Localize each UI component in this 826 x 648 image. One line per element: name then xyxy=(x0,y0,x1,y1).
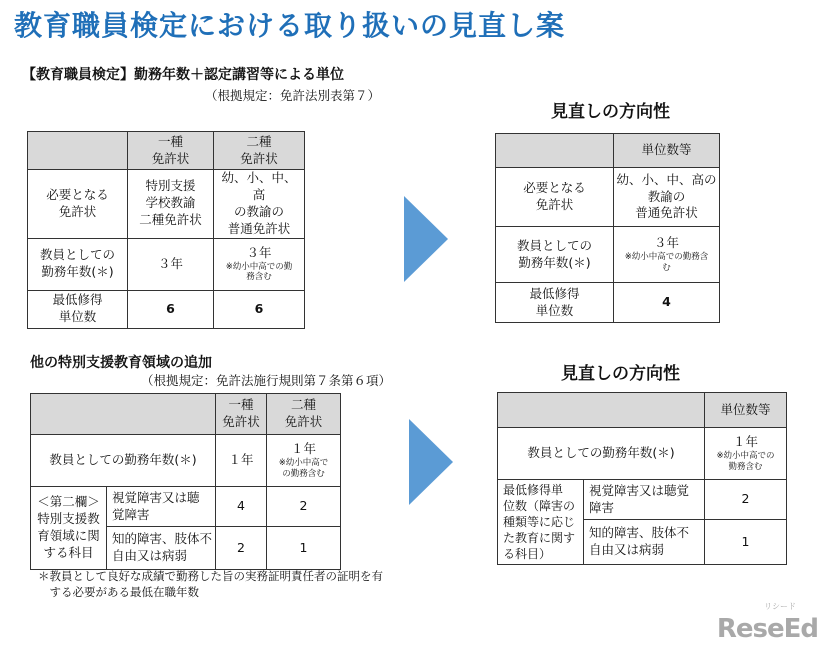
page-title: 教育職員検定における取り扱いの見直し案 xyxy=(14,9,566,42)
table-current-qualification xyxy=(27,131,305,329)
table-header-type2: 二種 免許状 xyxy=(214,132,305,170)
group-label: 最低修得単 位数（障害の 種類等に応じ た教育に関す る科目） xyxy=(498,480,584,565)
row-label: 必要となる 免許状 xyxy=(28,170,128,239)
row-label: 知的障害、肢体不 自由又は病弱 xyxy=(107,527,216,570)
cell-value: １年 xyxy=(216,435,267,487)
cell-value: ３年 xyxy=(128,238,214,290)
cell-value: ３年 ※幼小中高での勤務含 む xyxy=(614,227,720,283)
table-row xyxy=(28,290,305,328)
logo-ruby: リシード xyxy=(764,602,796,611)
cell-value: 2 xyxy=(705,480,787,520)
row-label: 教員としての 勤務年数(＊) xyxy=(496,227,614,283)
row-label: 教員としての勤務年数(＊) xyxy=(498,428,705,480)
row-label: 視覚障害又は聴 覚障害 xyxy=(107,487,216,527)
cell-value: 6 xyxy=(214,290,305,328)
cell-value: １年 ※幼小中高での 勤務含む xyxy=(705,428,787,480)
logo: ReseEd xyxy=(716,614,818,644)
cell-value: 2 xyxy=(216,527,267,570)
cell-value: 2 xyxy=(267,487,341,527)
table-header-blank xyxy=(496,134,614,168)
cell-value: 幼、小、中、高の 教諭の 普通免許状 xyxy=(614,168,720,227)
row-label: 最低修得 単位数 xyxy=(496,283,614,323)
table-header-type1: 一種 免許状 xyxy=(216,394,267,435)
table-row xyxy=(496,227,720,283)
right-arrow-icon xyxy=(404,196,448,282)
table-row xyxy=(496,168,720,227)
table-header-blank xyxy=(498,393,705,428)
row-label: 教員としての 勤務年数(＊) xyxy=(28,238,128,290)
cell-value: １年 ※幼小中高で の勤務含む xyxy=(267,435,341,487)
row-label: 最低修得 単位数 xyxy=(28,290,128,328)
cell-value: 6 xyxy=(128,290,214,328)
section2-basis: （根拠規定：免許法施行規則第７条第６項） xyxy=(141,373,392,388)
table-row xyxy=(498,428,787,480)
direction1-heading: 見直しの方向性 xyxy=(551,102,670,122)
table-header-type1: 一種 免許状 xyxy=(128,132,214,170)
section2-heading: 他の特別支援教育領域の追加 xyxy=(30,355,212,371)
row-label: 視覚障害又は聴覚 障害 xyxy=(584,480,705,520)
row-label: 知的障害、肢体不 自由又は病弱 xyxy=(584,520,705,565)
section1-basis: （根拠規定：免許法別表第７） xyxy=(205,88,381,103)
section1-heading: 【教育職員検定】勤務年数＋認定講習等による単位 xyxy=(22,67,344,83)
cell-value: 4 xyxy=(614,283,720,323)
table-row xyxy=(31,487,341,527)
table-current-special-support xyxy=(30,393,341,570)
cell-note: ※幼小中高での 勤務含む xyxy=(716,451,775,472)
cell-note: ※幼小中高での勤 務含む xyxy=(225,261,293,283)
footnote: ＊教員として良好な成績で勤務した旨の実務証明責任者の証明を有 する必要がある最低在職年数 xyxy=(38,569,383,600)
cell-value: 特別支援 学校教諭 二種免許状 xyxy=(128,170,214,239)
cell-value: ３年 ※幼小中高での勤 務含む xyxy=(214,238,305,290)
cell-value: 1 xyxy=(267,527,341,570)
table-row xyxy=(498,480,787,520)
table-header-units: 単位数等 xyxy=(614,134,720,168)
row-label: 教員としての勤務年数(＊) xyxy=(31,435,216,487)
direction2-heading: 見直しの方向性 xyxy=(561,364,680,384)
group-label: ＜第二欄＞ 特別支援教 育領域に関 する科目 xyxy=(31,487,107,570)
table-header-units: 単位数等 xyxy=(705,393,787,428)
table-revised-qualification xyxy=(495,133,720,323)
row-label: 必要となる 免許状 xyxy=(496,168,614,227)
table-header-type2: 二種 免許状 xyxy=(267,394,341,435)
cell-value: 幼、小、中、高 の教諭の 普通免許状 xyxy=(214,170,305,239)
table-row xyxy=(31,435,341,487)
table-header-blank xyxy=(31,394,216,435)
table-row xyxy=(496,283,720,323)
table-revised-special-support xyxy=(497,392,787,565)
cell-note: ※幼小中高での勤務含 む xyxy=(624,252,709,273)
cell-note: ※幼小中高で の勤務含む xyxy=(278,458,329,479)
cell-value: 4 xyxy=(216,487,267,527)
table-row xyxy=(28,170,305,239)
table-row xyxy=(28,238,305,290)
table-header-blank xyxy=(28,132,128,170)
cell-value: 1 xyxy=(705,520,787,565)
right-arrow-icon xyxy=(409,419,453,505)
